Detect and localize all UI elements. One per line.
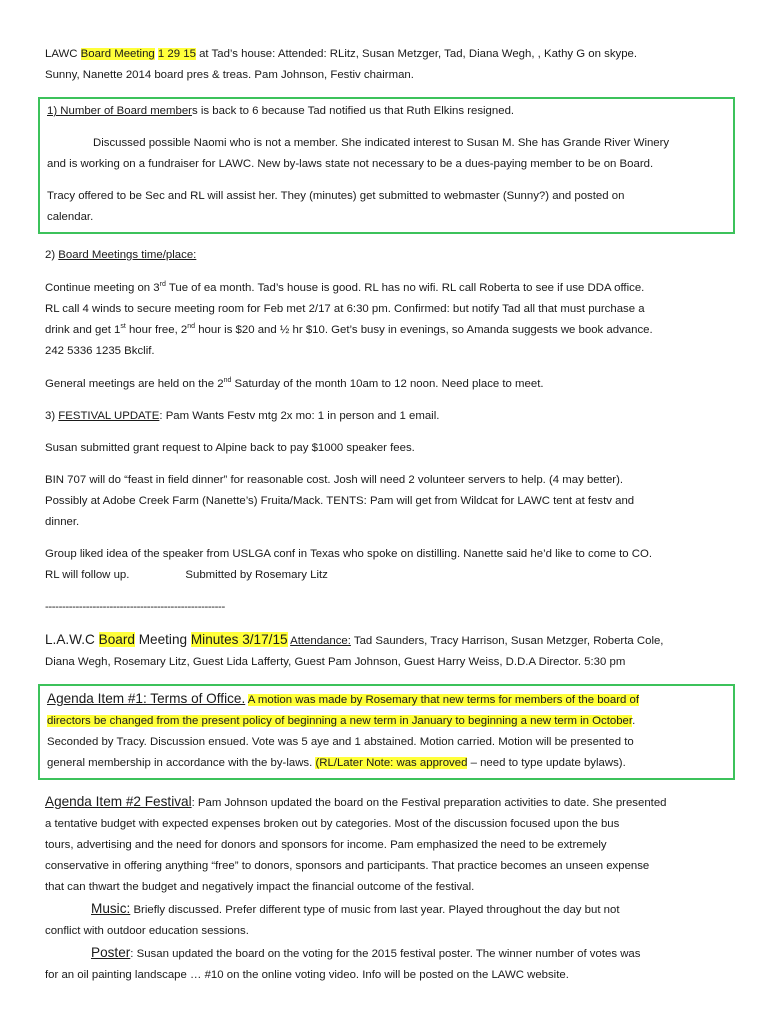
agenda1-line4: general membership in accordance with the by-laws. (RL/Later Note: was approved – need to type update bylaws). [47,757,626,769]
general-meetings-line: General meetings are held on the 2nd Saturday of the month 10am to 12 noon. Need place to meet. [45,377,544,390]
poster-line2: for an oil painting landscape … #10 on the online voting video. Info will be posted on the LAWC website. [45,969,569,981]
bin707-line1: BIN 707 will do “feast in field dinner” for reasonable cost. Josh will need 2 volunteer servers to help. (4 may better). [45,474,624,486]
susan-grant-line: Susan submitted grant request to Alpine back to pay $1000 speaker fees. [45,442,415,454]
meeting-header-line2: Sunny, Nanette 2014 board pres & treas. Pam Johnson, Festiv chairman. [45,69,414,81]
continue-line3: drink and get 1st hour free, 2nd hour is $20 and ½ hr $10. Get’s busy in evenings, so Amanda suggests we book advance. [45,323,653,336]
item3-heading: 3) FESTIVAL UPDATE: Pam Wants Festv mtg 2x mo: 1 in person and 1 email. [45,410,440,422]
item2-heading: 2) Board Meetings time/place: [45,249,197,261]
minutes-title-line: L.A.W.C Board Meeting Minutes 3/17/15 Attendance: Tad Saunders, Tracy Harrison, Susan Metzger, Roberta Cole, [45,632,664,647]
bin707-line3: dinner. [45,516,80,528]
music-line1: Music: Briefly discussed. Prefer different type of music from last year. Played throughout the day but not [91,901,620,916]
agenda2-line1: Agenda Item #2 Festival: Pam Johnson updated the board on the Festival preparation activities to date. She presented [45,794,667,809]
agenda1-line3: Seconded by Tracy. Discussion ensued. Vote was 5 aye and 1 abstained. Motion carried. Motion will be presented to [47,736,634,748]
highlight-board: Board [98,632,135,647]
meeting-header-line: LAWC Board Meeting 1 29 15 at Tad’s house: Attended: RLitz, Susan Metzger, Tad, Diana Wegh, , Kathy G on skype. [45,48,638,60]
item1-line: 1) Number of Board members is back to 6 because Tad notified us that Ruth Elkins resigned. [47,105,515,117]
highlight-date: 1 29 15 [157,48,196,60]
minutes-attendance-line2: Diana Wegh, Rosemary Litz, Guest Lida Lafferty, Guest Pam Johnson, Guest Harry Weiss, D.D.A Director. 5:30 pm [45,656,626,668]
tracy-paragraph-line1: Tracy offered to be Sec and RL will assist her. They (minutes) get submitted to webmaster (Sunny?) and posted on [47,190,625,202]
highlight-board-meeting: Board Meeting [80,48,155,60]
tracy-paragraph-line2: calendar. [47,211,94,223]
green-box-board-members [38,97,735,234]
group-speaker-line1: Group liked idea of the speaker from USLGA conf in Texas who spoke on distilling. Nanette said he’d like to come to CO. [45,548,652,560]
naomi-paragraph-line2: and is working on a fundraiser for LAWC. New by-laws state not necessary to be a dues-paying member to be on Board. [47,158,654,170]
continue-line4: 242 5336 1235 Bkclif. [45,345,155,357]
continue-line2: RL call 4 winds to secure meeting room for Feb met 2/17 at 6:30 pm. Confirmed: but notify Tad all that must purchase a [45,303,645,315]
document-page [45,44,725,986]
poster-line1: Poster: Susan updated the board on the voting for the 2015 festival poster. The winner number of votes was [91,945,641,960]
agenda2-line2: a tentative budget with expected expenses broken out by categories. Most of the discussion focused upon the bus [45,818,620,830]
agenda2-line3: tours, advertising and the need for donors and sponsors for income. Pam emphasized the need to be extremely [45,839,607,851]
agenda2-line5: that can thwart the budget and negatively impact the financial outcome of the festival. [45,881,475,893]
music-line2: conflict with outdoor education sessions. [45,925,249,937]
continue-line1: Continue meeting on 3rd Tue of ea month. Tad’s house is good. RL has no wifi. RL call Roberta to see if use DDA office. [45,281,645,294]
green-box-terms-of-office [38,684,735,780]
section-separator: ----------------------------------------------------- [45,601,225,613]
agenda1-line1: Agenda Item #1: Terms of Office. A motion was made by Rosemary that new terms for members of the board of [47,691,640,706]
submitted-by: Submitted by Rosemary Litz [185,569,328,581]
naomi-paragraph-line1: Discussed possible Naomi who is not a member. She indicated interest to Susan M. She has Grande River Winery [93,137,670,149]
group-speaker-line2: RL will follow up. Submitted by Rosemary Litz [45,569,328,581]
agenda2-line4: conservative in offering anything “free” to donors, sponsors and participants. That practice becomes an unseen expense [45,860,650,872]
highlight-minutes-date: Minutes 3/17/15 [190,632,288,647]
agenda1-line2: directors be changed from the present policy of beginning a new term in January to beginning a new term in October. [47,715,636,727]
bin707-line2: Possibly at Adobe Creek Farm (Nanette’s) Fruita/Mack. TENTS: Pam will get from Wildcat for LAWC tent at festv and [45,495,635,507]
